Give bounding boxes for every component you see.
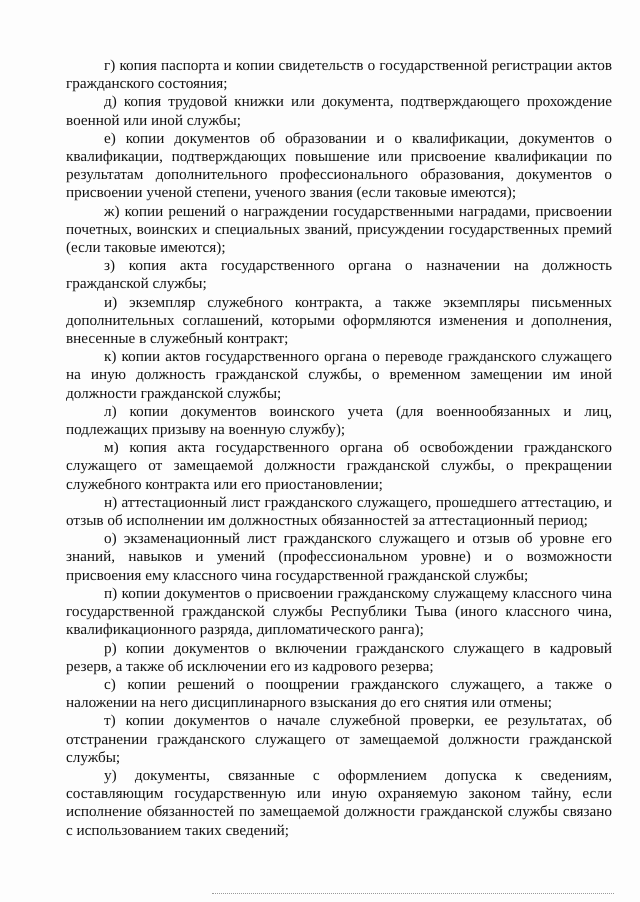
paragraph-n: н) аттестационный лист гражданского служащего, прошедшего аттестацию, и отзыв об исполнении им должностных обязанностей за аттестационный период; [66,493,612,530]
paragraph-e: е) копии документов об образовании и о квалификации, документов о квалификации, подтверждающих повышение или присвоение квалификации по результатам дополнительного профессионального образования, документов о присвоении ученой степени, ученого звания (если таковые имеются); [66,129,612,202]
paragraph-r: р) копии документов о включении гражданского служащего в кадровый резерв, а также об исключении его из кадрового резерва; [66,639,612,675]
paragraph-d: д) копия трудовой книжки или документа, подтверждающего прохождение военной или иной службы; [66,93,612,129]
page-footer-rule [212,893,614,894]
paragraph-o: о) экзаменационный лист гражданского служащего и отзыв об уровне его знаний, навыков и умений (профессиональном уровне) и о возможности присвоения ему классного чина государственной гражданской службы; [66,530,612,584]
document-body [66,57,612,840]
paragraph-z: з) копия акта государственного органа о назначении на должность гражданской службы; [66,257,612,293]
paragraph-l: л) копии документов воинского учета (для военнообязанных и лиц, подлежащих призыву на военную службу); [66,402,612,439]
paragraph-i: и) экземпляр служебного контракта, а также экземпляры письменных дополнительных соглашений, которыми оформляются изменения и дополнения, внесенные в служебный контракт; [66,293,612,348]
paragraph-s: с) копии решений о поощрении гражданского служащего, а также о наложении на него дисциплинарного взыскания до его снятия или отмены; [66,675,612,712]
paragraph-k: к) копии актов государственного органа о переводе гражданского служащего на иную должность гражданской службы, о временном замещении им иной должности гражданской службы; [66,348,612,402]
paragraph-p: п) копии документов о присвоении гражданскому служащему классного чина государственной гражданской службы Республики Тыва (иного классного чина, квалификационного разряда, дипломатического ранга); [66,584,612,639]
paragraph-g: г) копия паспорта и копии свидетельств о государственной регистрации актов гражданского состояния; [66,57,612,93]
paragraph-u: у) документы, связанные с оформлением допуска к сведениям, составляющим государственную или иную охраняемую законом тайну, если исполнение обязанностей по замещаемой должности гражданской службы связано с использованием таких сведений; [66,766,612,839]
paragraph-t: т) копии документов о начале служебной проверки, ее результатах, об отстранении гражданского служащего от замещаемой должности гражданской службы; [66,712,612,766]
paragraph-m: м) копия акта государственного органа об освобождении гражданского служащего от замещаемой должности гражданской службы, о прекращении служебного контракта или его приостановлении; [66,439,612,493]
paragraph-zh: ж) копии решений о награждении государственными наградами, присвоении почетных, воинских и специальных званий, присуждении государственных премий (если таковые имеются); [66,202,612,257]
